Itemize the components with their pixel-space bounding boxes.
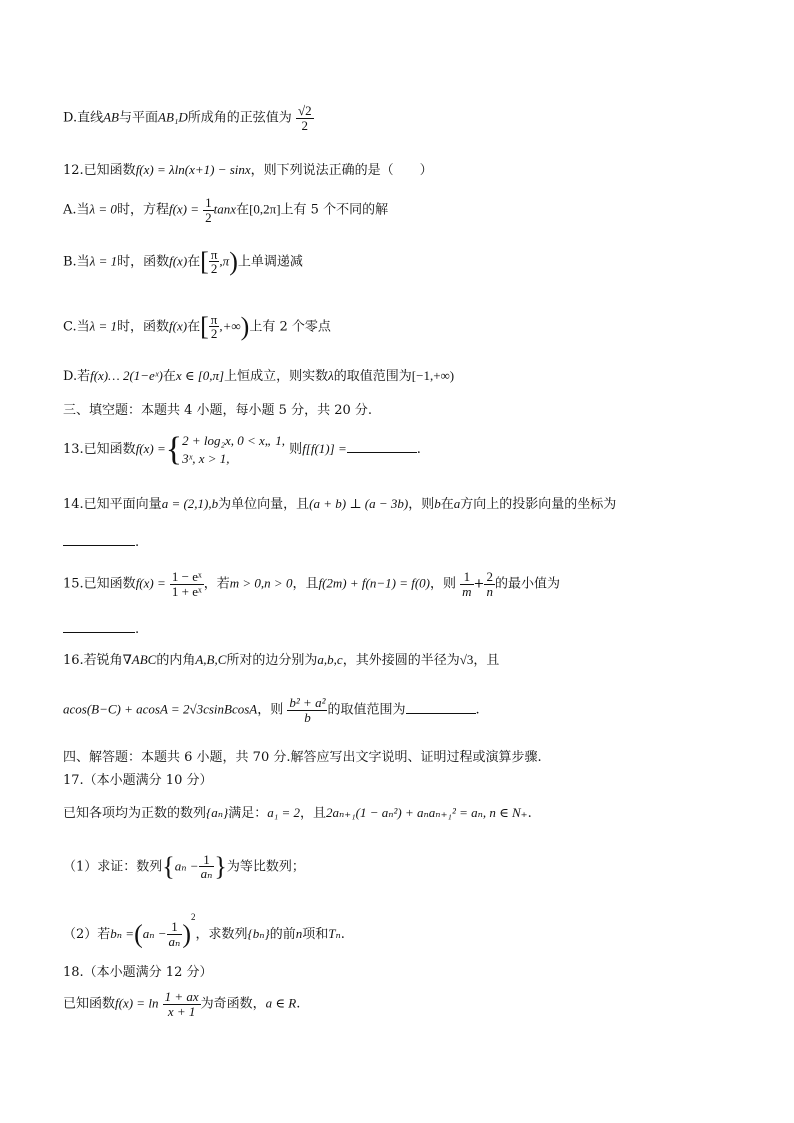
q17-stem: 已知各项均为正数的数列{aₙ}满足：a₁ = 2，且2aₙ₊₁(1 − aₙ²) + aₙaₙ₊₁² = aₙ, n ∈ N₊. xyxy=(63,805,532,821)
section-4-heading: 四、解答题：本题共 6 小题，共 70 分.解答应写出文字说明、证明过程或演算步骤. xyxy=(63,750,542,765)
plane-ab1d: AB₁D xyxy=(158,109,188,125)
fraction: $\frac{\pi}{2}$ xyxy=(210,246,218,277)
fraction: $\frac{1}{2}$ xyxy=(205,195,212,225)
q15-answer-line: . xyxy=(63,620,754,639)
fraction: $\frac{2}{n}$ xyxy=(486,569,493,599)
q18-title: 18.（本小题满分 12 分） xyxy=(63,965,213,980)
q13: 13.已知函数f(x) ={ 2 + log₂x, 0 < x„ 1, 3ˣ, x > 1, 则f[f(1)] = . xyxy=(63,430,421,468)
fraction: $\frac{\pi}{2}$ xyxy=(210,311,218,342)
fraction: $\frac{1}{m}$ xyxy=(462,569,472,599)
answer-blank[interactable] xyxy=(347,440,417,453)
fraction: $\frac{\text{b² + a²}}{b}$ xyxy=(289,695,326,725)
q14-answer-line: . xyxy=(63,533,754,552)
q12-option-d: D.若f(x)… 2(1−eˣ)在x ∈ [0,π]上恒成立，则实数λ的取值范围为[−1,+∞) xyxy=(63,368,455,384)
q16-stem: 16.若锐角∇ABC的内角A,B,C所对的边分别为a,b,c，其外接圆的半径为√3，且 xyxy=(63,652,500,668)
q12-stem: 12.已知函数f(x) = λln(x+1) − sinx，则下列说法正确的是（ ） xyxy=(63,162,433,178)
q12-option-a: A.当λ = 0时，方程f(x) = $\frac{1}{2}$ tanx在[0,2π]上有 5 个不同的解 xyxy=(63,195,389,225)
fraction: $\frac{√2}{2}$ xyxy=(297,103,312,133)
fraction: $\frac{1 + ax}{x + 1}$ xyxy=(164,989,199,1019)
answer-blank[interactable] xyxy=(63,620,135,633)
q12-option-c: C.当λ = 1时，函数f(x)在[ $\frac{\pi}{2}$ ,+∞)上有 2 个零点 xyxy=(63,311,331,342)
q11-option-d: D.直线AB与平面AB₁D所成角的正弦值为 $\frac{√2}{2}$ xyxy=(63,103,312,133)
fraction: $\frac{\text{1 − eˣ}}{\text{1 + eˣ}}$ xyxy=(171,569,202,599)
section-3-heading: 三、填空题：本题共 4 小题，每小题 5 分，共 20 分. xyxy=(63,403,373,418)
q15: 15.已知函数f(x) = $\frac{\text{1 − eˣ}}{\text{1 + eˣ}}$ ，若m > 0,n > 0，且f(2m) + f(n−1) = f(0)，则 $\frac{1}{m}$ + $\frac{2}{n}$ 的最小值为 xyxy=(63,569,560,599)
q17-part-2: （2）若bₙ =(aₙ − $\frac{1}{\text{aₙ}}$ )$^2$，求数列{bₙ}的前n项和Tₙ. xyxy=(63,912,345,949)
q17-part-1: （1）求证：数列{aₙ − $\frac{1}{\text{aₙ}}$ }为等比数列； xyxy=(63,851,305,882)
q16-condition: acos(B−C) + acosA = 2√3csinBcosA，则 $\frac{\text{b² + a²}}{b}$ 的取值范围为 . xyxy=(63,695,480,725)
piecewise-cases: 2 + log₂x, 0 < x„ 1, 3ˣ, x > 1, xyxy=(182,433,286,466)
fraction: $\frac{1}{\text{aₙ}}$ xyxy=(168,919,181,949)
answer-blank[interactable] xyxy=(406,701,476,714)
fraction: $\frac{1}{\text{aₙ}}$ xyxy=(200,851,213,882)
answer-blank[interactable] xyxy=(63,533,135,546)
q14: 14.已知平面向量a = (2,1),b为单位向量，且(a + b) ⊥ (a − 3b)，则b在a方向上的投影向量的坐标为 xyxy=(63,496,617,512)
left-brace: { xyxy=(165,430,183,468)
line-ab: AB xyxy=(103,109,119,125)
q17-title: 17.（本小题满分 10 分） xyxy=(63,773,213,788)
q12-option-b: B.当λ = 1时，函数f(x)在[ $\frac{\pi}{2}$ ,π)上单调递减 xyxy=(63,246,303,277)
q18-stem: 已知函数f(x) = ln $\frac{1 + ax}{x + 1}$ 为奇函数，a ∈ R. xyxy=(63,989,301,1019)
